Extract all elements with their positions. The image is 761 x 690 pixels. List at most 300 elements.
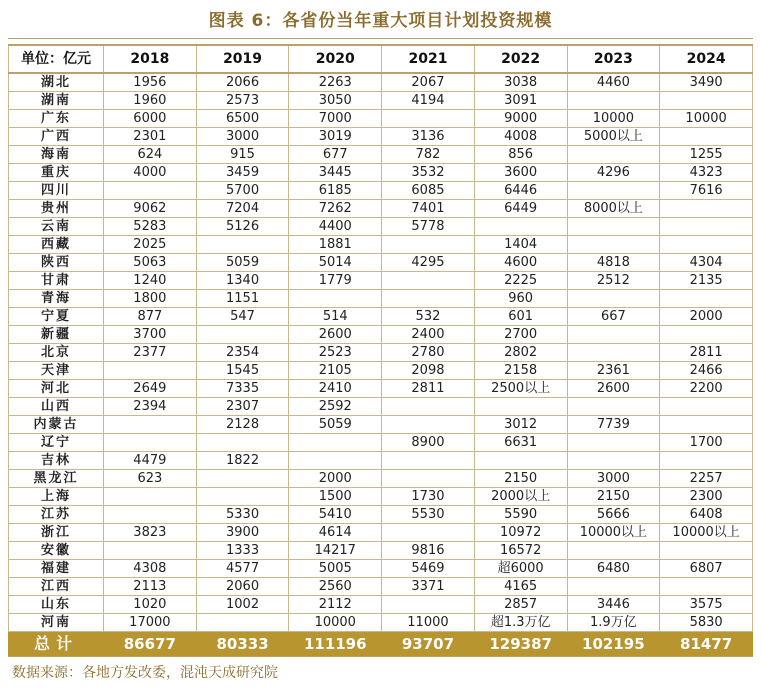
table-header-row <box>9 45 753 73</box>
value-cell: 2394 <box>104 398 197 416</box>
value-cell <box>104 362 197 380</box>
value-cell: 2649 <box>104 380 197 398</box>
value-cell: 3371 <box>382 578 475 596</box>
value-cell: 4323 <box>660 164 753 182</box>
value-cell: 2225 <box>474 272 567 290</box>
value-cell: 9062 <box>104 200 197 218</box>
value-cell: 5830 <box>660 614 753 632</box>
value-cell: 2158 <box>474 362 567 380</box>
value-cell: 8000以上 <box>567 200 660 218</box>
value-cell: 10000 <box>660 110 753 128</box>
province-cell: 青海 <box>9 290 104 308</box>
province-cell: 甘肃 <box>9 272 104 290</box>
footer-divider <box>8 656 753 657</box>
province-cell: 福建 <box>9 560 104 578</box>
value-cell: 2573 <box>196 92 289 110</box>
value-cell: 4460 <box>567 73 660 92</box>
value-cell: 2802 <box>474 344 567 362</box>
table-row <box>9 524 753 542</box>
value-cell: 6631 <box>474 434 567 452</box>
value-cell <box>660 290 753 308</box>
value-cell: 3532 <box>382 164 475 182</box>
value-cell <box>382 398 475 416</box>
value-cell: 2780 <box>382 344 475 362</box>
province-cell: 海南 <box>9 146 104 164</box>
investment-table <box>8 44 753 657</box>
value-cell <box>567 290 660 308</box>
value-cell: 2060 <box>196 578 289 596</box>
table-row <box>9 542 753 560</box>
value-cell: 7000 <box>289 110 382 128</box>
value-cell <box>567 542 660 560</box>
value-cell: 2150 <box>567 488 660 506</box>
value-cell <box>567 398 660 416</box>
value-cell <box>567 452 660 470</box>
value-cell: 2067 <box>382 73 475 92</box>
year-header: 2018 <box>104 45 197 73</box>
value-cell <box>660 416 753 434</box>
value-cell: 3019 <box>289 128 382 146</box>
value-cell: 624 <box>104 146 197 164</box>
table-row <box>9 416 753 434</box>
value-cell: 677 <box>289 146 382 164</box>
title-divider <box>8 38 753 39</box>
value-cell: 514 <box>289 308 382 326</box>
value-cell: 4000 <box>104 164 197 182</box>
value-cell: 2811 <box>660 344 753 362</box>
value-cell <box>660 326 753 344</box>
value-cell: 1002 <box>196 596 289 614</box>
value-cell: 超1.3万亿 <box>474 614 567 632</box>
province-cell: 浙江 <box>9 524 104 542</box>
table-row <box>9 272 753 290</box>
year-header: 2019 <box>196 45 289 73</box>
value-cell: 6449 <box>474 200 567 218</box>
value-cell: 1822 <box>196 452 289 470</box>
table-row <box>9 236 753 254</box>
table-row <box>9 164 753 182</box>
value-cell: 4296 <box>567 164 660 182</box>
table-row <box>9 488 753 506</box>
value-cell <box>382 470 475 488</box>
value-cell <box>104 434 197 452</box>
value-cell <box>567 578 660 596</box>
value-cell: 2811 <box>382 380 475 398</box>
value-cell <box>382 290 475 308</box>
value-cell: 17000 <box>104 614 197 632</box>
value-cell <box>289 434 382 452</box>
value-cell: 4304 <box>660 254 753 272</box>
province-cell: 山东 <box>9 596 104 614</box>
value-cell: 9000 <box>474 110 567 128</box>
table-row <box>9 73 753 92</box>
value-cell: 1800 <box>104 290 197 308</box>
value-cell: 10972 <box>474 524 567 542</box>
value-cell: 1960 <box>104 92 197 110</box>
table-row <box>9 110 753 128</box>
value-cell <box>382 416 475 434</box>
province-cell: 安徽 <box>9 542 104 560</box>
province-cell: 黑龙江 <box>9 470 104 488</box>
value-cell: 7204 <box>196 200 289 218</box>
table-row <box>9 92 753 110</box>
value-cell: 2301 <box>104 128 197 146</box>
value-cell: 10000 <box>567 110 660 128</box>
value-cell: 7739 <box>567 416 660 434</box>
value-cell: 9816 <box>382 542 475 560</box>
value-cell: 3091 <box>474 92 567 110</box>
value-cell: 3700 <box>104 326 197 344</box>
value-cell: 4600 <box>474 254 567 272</box>
value-cell: 3575 <box>660 596 753 614</box>
value-cell: 6807 <box>660 560 753 578</box>
value-cell <box>382 452 475 470</box>
province-cell: 云南 <box>9 218 104 236</box>
value-cell: 2000 <box>289 470 382 488</box>
value-cell: 3050 <box>289 92 382 110</box>
value-cell: 2377 <box>104 344 197 362</box>
value-cell: 1779 <box>289 272 382 290</box>
table-row <box>9 452 753 470</box>
value-cell <box>196 236 289 254</box>
value-cell: 7401 <box>382 200 475 218</box>
value-cell: 4577 <box>196 560 289 578</box>
value-cell: 3000 <box>567 470 660 488</box>
total-cell: 81477 <box>660 632 753 657</box>
value-cell: 4400 <box>289 218 382 236</box>
value-cell: 2066 <box>196 73 289 92</box>
value-cell <box>196 326 289 344</box>
value-cell <box>104 488 197 506</box>
value-cell <box>382 236 475 254</box>
table-row <box>9 254 753 272</box>
value-cell <box>567 92 660 110</box>
province-cell: 重庆 <box>9 164 104 182</box>
value-cell: 2025 <box>104 236 197 254</box>
value-cell: 2150 <box>474 470 567 488</box>
value-cell <box>660 452 753 470</box>
value-cell: 2300 <box>660 488 753 506</box>
province-cell: 宁夏 <box>9 308 104 326</box>
total-cell: 111196 <box>289 632 382 657</box>
province-cell: 吉林 <box>9 452 104 470</box>
province-cell: 贵州 <box>9 200 104 218</box>
value-cell: 1545 <box>196 362 289 380</box>
value-cell: 2098 <box>382 362 475 380</box>
value-cell: 2307 <box>196 398 289 416</box>
value-cell: 1881 <box>289 236 382 254</box>
value-cell <box>660 200 753 218</box>
value-cell <box>660 92 753 110</box>
value-cell: 6446 <box>474 182 567 200</box>
value-cell <box>382 596 475 614</box>
value-cell: 4614 <box>289 524 382 542</box>
value-cell: 5700 <box>196 182 289 200</box>
value-cell: 5330 <box>196 506 289 524</box>
value-cell <box>474 452 567 470</box>
value-cell: 3446 <box>567 596 660 614</box>
unit-header: 单位：亿元 <box>9 45 104 73</box>
value-cell: 601 <box>474 308 567 326</box>
value-cell: 10000以上 <box>567 524 660 542</box>
table-row <box>9 362 753 380</box>
value-cell: 2354 <box>196 344 289 362</box>
value-cell: 2263 <box>289 73 382 92</box>
value-cell: 1255 <box>660 146 753 164</box>
value-cell: 5059 <box>289 416 382 434</box>
total-cell: 86677 <box>104 632 197 657</box>
table-row <box>9 326 753 344</box>
value-cell: 4479 <box>104 452 197 470</box>
value-cell: 623 <box>104 470 197 488</box>
province-cell: 四川 <box>9 182 104 200</box>
value-cell: 1020 <box>104 596 197 614</box>
province-cell: 新疆 <box>9 326 104 344</box>
province-cell: 山西 <box>9 398 104 416</box>
value-cell: 782 <box>382 146 475 164</box>
table-row <box>9 146 753 164</box>
value-cell: 667 <box>567 308 660 326</box>
total-cell: 102195 <box>567 632 660 657</box>
value-cell: 3038 <box>474 73 567 92</box>
province-cell: 天津 <box>9 362 104 380</box>
table-row <box>9 578 753 596</box>
province-cell: 湖南 <box>9 92 104 110</box>
value-cell <box>289 452 382 470</box>
value-cell: 856 <box>474 146 567 164</box>
table-row <box>9 308 753 326</box>
value-cell: 14217 <box>289 542 382 560</box>
table-row <box>9 506 753 524</box>
value-cell: 1404 <box>474 236 567 254</box>
value-cell <box>660 128 753 146</box>
value-cell: 2000 <box>660 308 753 326</box>
value-cell: 10000以上 <box>660 524 753 542</box>
table-row <box>9 434 753 452</box>
table-row <box>9 344 753 362</box>
value-cell <box>196 488 289 506</box>
value-cell: 4818 <box>567 254 660 272</box>
value-cell: 3445 <box>289 164 382 182</box>
value-cell: 1.9万亿 <box>567 614 660 632</box>
value-cell: 1700 <box>660 434 753 452</box>
value-cell <box>474 398 567 416</box>
value-cell <box>567 146 660 164</box>
value-cell: 3823 <box>104 524 197 542</box>
value-cell: 5666 <box>567 506 660 524</box>
value-cell: 3136 <box>382 128 475 146</box>
value-cell: 3459 <box>196 164 289 182</box>
value-cell: 超6000 <box>474 560 567 578</box>
value-cell: 4194 <box>382 92 475 110</box>
value-cell: 6500 <box>196 110 289 128</box>
province-cell: 广西 <box>9 128 104 146</box>
table-body <box>9 73 753 632</box>
year-header: 2020 <box>289 45 382 73</box>
value-cell: 2523 <box>289 344 382 362</box>
value-cell: 2257 <box>660 470 753 488</box>
value-cell: 1151 <box>196 290 289 308</box>
value-cell: 7335 <box>196 380 289 398</box>
value-cell: 2400 <box>382 326 475 344</box>
value-cell: 1333 <box>196 542 289 560</box>
value-cell <box>196 470 289 488</box>
value-cell: 2112 <box>289 596 382 614</box>
value-cell <box>104 506 197 524</box>
value-cell <box>104 416 197 434</box>
source-note: 数据来源：各地方发改委，混沌天成研究院 <box>12 665 278 681</box>
value-cell <box>382 524 475 542</box>
figure-title: 图表 6：各省份当年重大项目计划投资规模 <box>208 11 553 31</box>
value-cell: 5778 <box>382 218 475 236</box>
value-cell: 7616 <box>660 182 753 200</box>
value-cell: 2105 <box>289 362 382 380</box>
value-cell: 2512 <box>567 272 660 290</box>
province-cell: 河北 <box>9 380 104 398</box>
province-cell: 江西 <box>9 578 104 596</box>
value-cell: 5283 <box>104 218 197 236</box>
value-cell: 5469 <box>382 560 475 578</box>
value-cell: 16572 <box>474 542 567 560</box>
value-cell: 5590 <box>474 506 567 524</box>
value-cell: 915 <box>196 146 289 164</box>
value-cell: 1730 <box>382 488 475 506</box>
province-cell: 上海 <box>9 488 104 506</box>
province-cell: 江苏 <box>9 506 104 524</box>
value-cell: 3490 <box>660 73 753 92</box>
value-cell <box>660 398 753 416</box>
value-cell: 3000 <box>196 128 289 146</box>
table-row <box>9 218 753 236</box>
value-cell <box>289 290 382 308</box>
value-cell: 547 <box>196 308 289 326</box>
table-row <box>9 128 753 146</box>
value-cell: 5005 <box>289 560 382 578</box>
value-cell: 8900 <box>382 434 475 452</box>
value-cell <box>567 326 660 344</box>
value-cell <box>382 272 475 290</box>
value-cell: 2128 <box>196 416 289 434</box>
value-cell: 1240 <box>104 272 197 290</box>
value-cell: 1500 <box>289 488 382 506</box>
value-cell <box>567 182 660 200</box>
value-cell: 10000 <box>289 614 382 632</box>
total-label: 总计 <box>9 632 104 657</box>
value-cell: 2410 <box>289 380 382 398</box>
table-row <box>9 290 753 308</box>
value-cell <box>567 236 660 254</box>
value-cell <box>104 542 197 560</box>
year-header: 2024 <box>660 45 753 73</box>
table-row <box>9 560 753 578</box>
value-cell: 5014 <box>289 254 382 272</box>
value-cell: 2600 <box>289 326 382 344</box>
value-cell: 6480 <box>567 560 660 578</box>
value-cell: 2000以上 <box>474 488 567 506</box>
province-cell: 陕西 <box>9 254 104 272</box>
value-cell: 5410 <box>289 506 382 524</box>
table-row <box>9 596 753 614</box>
table-row <box>9 380 753 398</box>
value-cell: 3900 <box>196 524 289 542</box>
value-cell: 6185 <box>289 182 382 200</box>
value-cell <box>567 434 660 452</box>
value-cell <box>567 218 660 236</box>
total-cell: 93707 <box>382 632 475 657</box>
table-row <box>9 470 753 488</box>
value-cell: 2600 <box>567 380 660 398</box>
value-cell: 877 <box>104 308 197 326</box>
year-header: 2021 <box>382 45 475 73</box>
value-cell: 960 <box>474 290 567 308</box>
value-cell <box>660 218 753 236</box>
value-cell: 2113 <box>104 578 197 596</box>
province-cell: 辽宁 <box>9 434 104 452</box>
value-cell <box>382 110 475 128</box>
value-cell: 2466 <box>660 362 753 380</box>
value-cell: 532 <box>382 308 475 326</box>
value-cell: 11000 <box>382 614 475 632</box>
value-cell: 4008 <box>474 128 567 146</box>
value-cell: 2857 <box>474 596 567 614</box>
province-cell: 河南 <box>9 614 104 632</box>
value-cell <box>660 236 753 254</box>
value-cell: 2500以上 <box>474 380 567 398</box>
total-cell: 129387 <box>474 632 567 657</box>
value-cell <box>660 578 753 596</box>
table-row <box>9 614 753 632</box>
year-header: 2022 <box>474 45 567 73</box>
value-cell: 2135 <box>660 272 753 290</box>
value-cell: 1956 <box>104 73 197 92</box>
value-cell: 6408 <box>660 506 753 524</box>
table-row <box>9 200 753 218</box>
value-cell: 5059 <box>196 254 289 272</box>
total-row <box>9 632 753 657</box>
value-cell: 6085 <box>382 182 475 200</box>
province-cell: 湖北 <box>9 73 104 92</box>
total-cell: 80333 <box>196 632 289 657</box>
value-cell: 5126 <box>196 218 289 236</box>
value-cell <box>567 344 660 362</box>
value-cell <box>474 218 567 236</box>
province-cell: 北京 <box>9 344 104 362</box>
value-cell: 4165 <box>474 578 567 596</box>
value-cell <box>196 434 289 452</box>
province-cell: 广东 <box>9 110 104 128</box>
province-cell: 内蒙古 <box>9 416 104 434</box>
value-cell: 2560 <box>289 578 382 596</box>
value-cell: 3600 <box>474 164 567 182</box>
value-cell: 4308 <box>104 560 197 578</box>
table-row <box>9 182 753 200</box>
value-cell <box>104 182 197 200</box>
value-cell: 2361 <box>567 362 660 380</box>
value-cell: 3012 <box>474 416 567 434</box>
year-header: 2023 <box>567 45 660 73</box>
value-cell <box>196 614 289 632</box>
value-cell: 5063 <box>104 254 197 272</box>
value-cell: 2592 <box>289 398 382 416</box>
table-row <box>9 398 753 416</box>
value-cell: 7262 <box>289 200 382 218</box>
value-cell: 6000 <box>104 110 197 128</box>
value-cell: 5000以上 <box>567 128 660 146</box>
value-cell: 1340 <box>196 272 289 290</box>
province-cell: 西藏 <box>9 236 104 254</box>
value-cell: 4295 <box>382 254 475 272</box>
value-cell <box>660 542 753 560</box>
